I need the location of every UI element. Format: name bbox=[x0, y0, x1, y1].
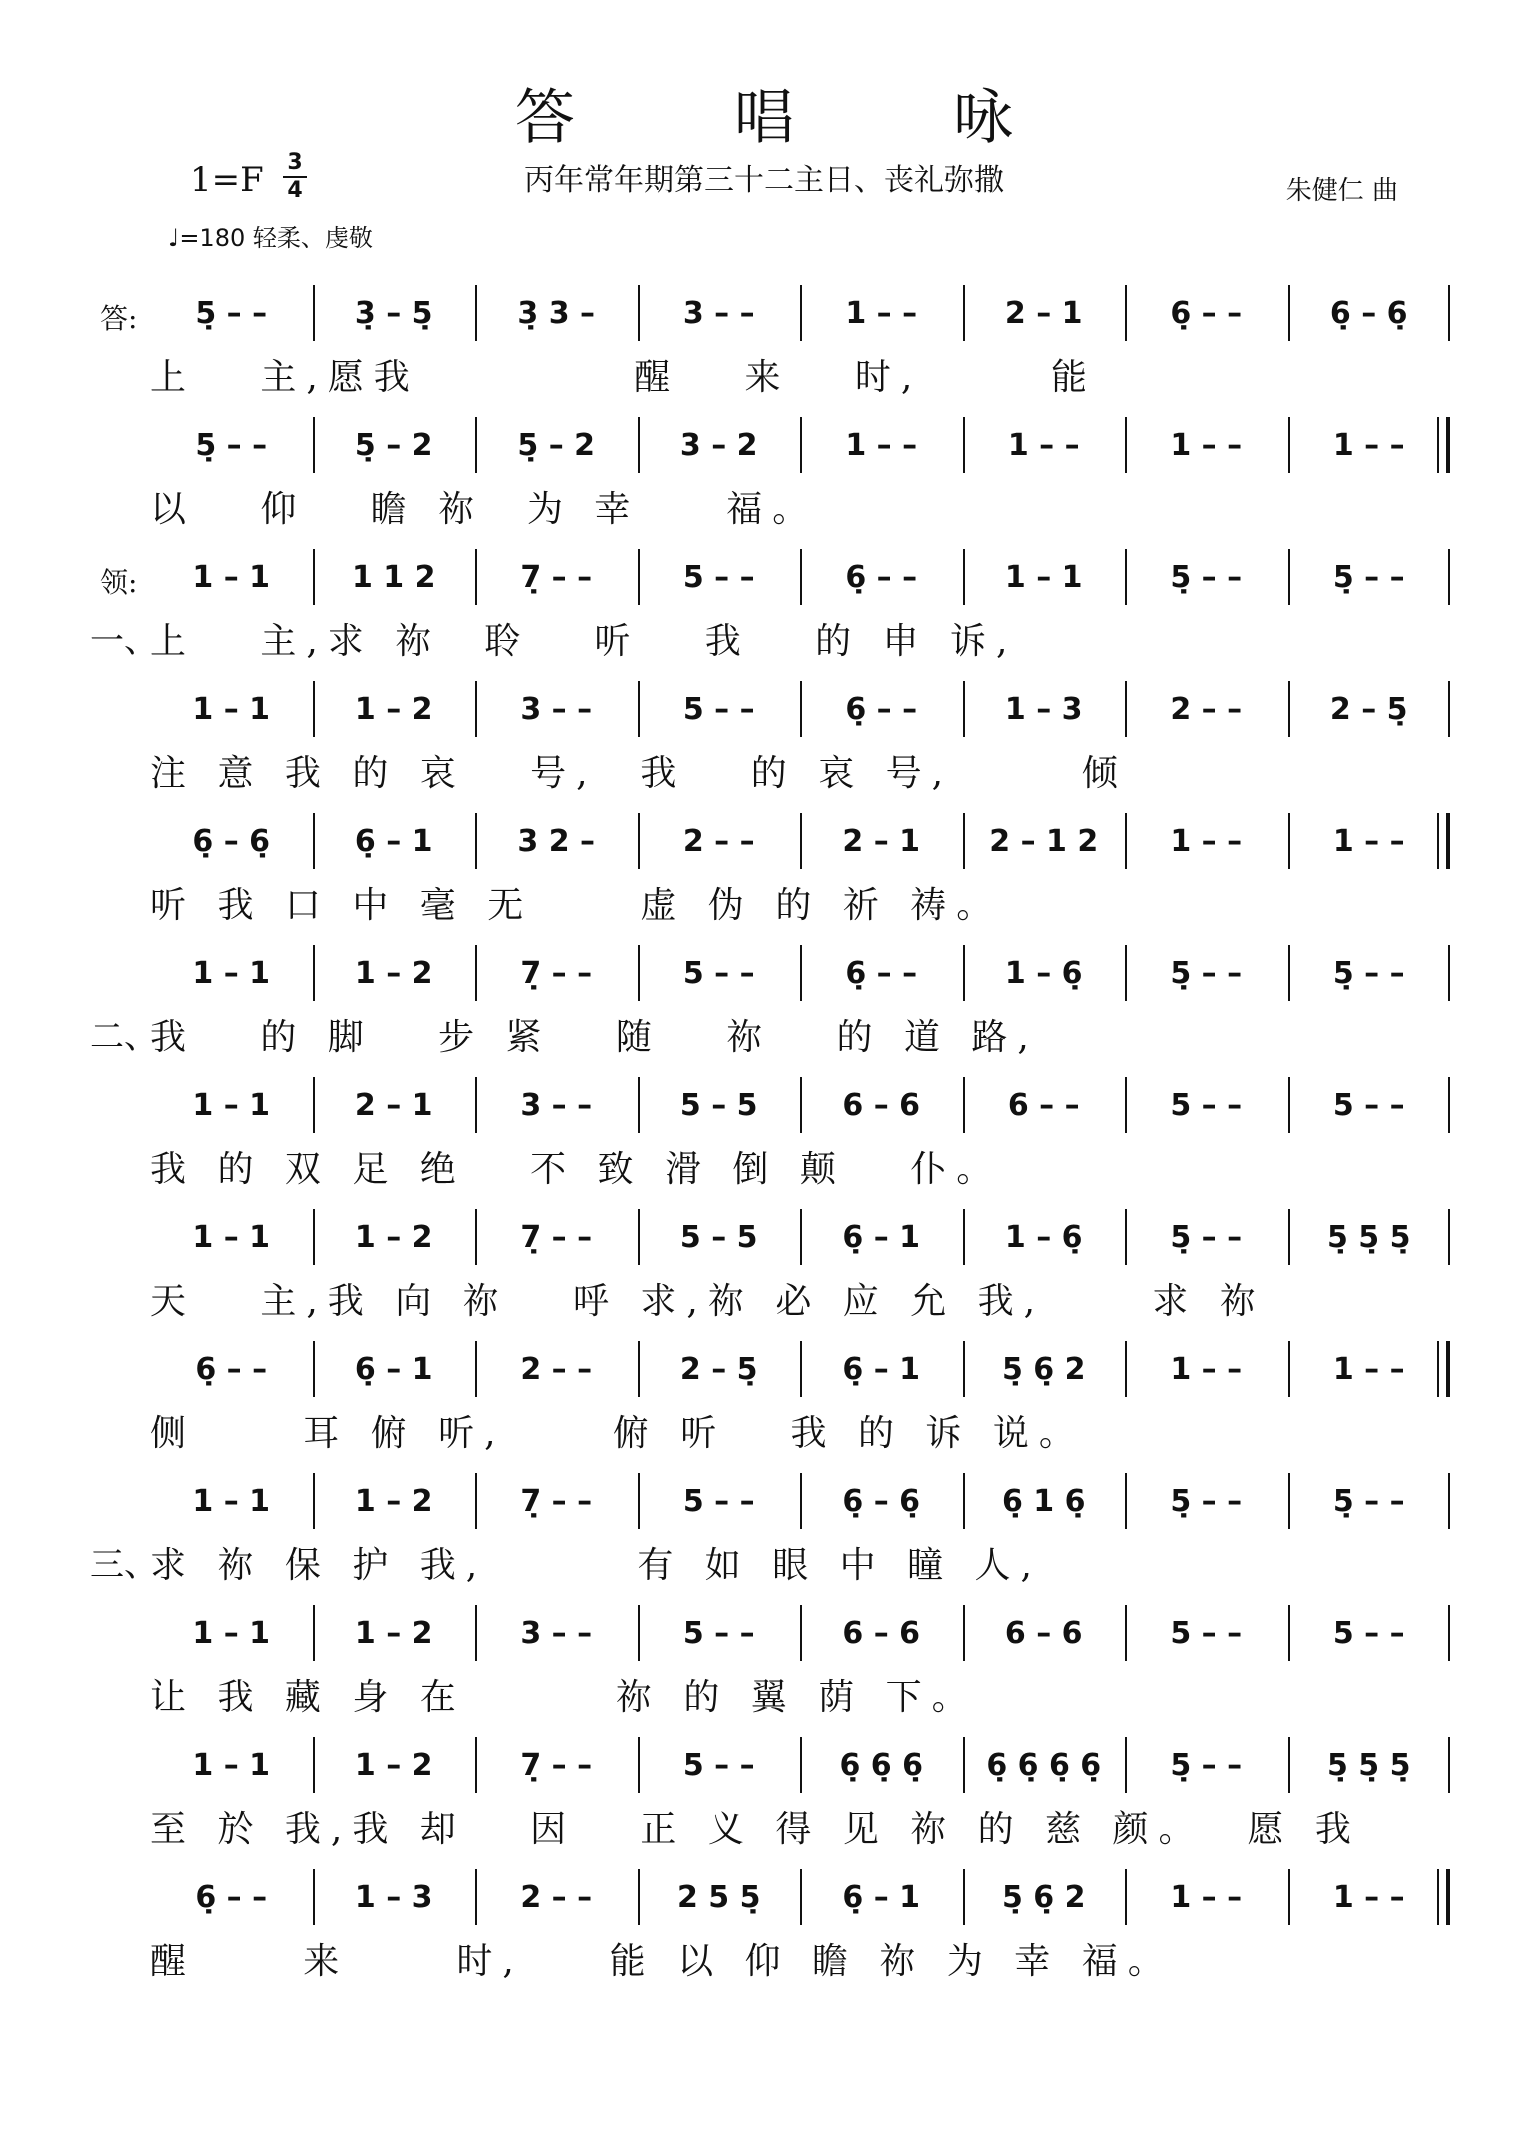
final-barline bbox=[1446, 1869, 1450, 1925]
measure: 2 5 5̣ bbox=[676, 1879, 761, 1915]
measure: 5̣ – – bbox=[1170, 1483, 1243, 1519]
barline bbox=[1448, 1737, 1450, 1793]
measure: 6̣ – 6̣ bbox=[1329, 295, 1408, 331]
barline bbox=[475, 1077, 477, 1133]
barline bbox=[1288, 417, 1290, 473]
measure: 6̣ 1 6̣ bbox=[1001, 1483, 1086, 1519]
measure: 3 2 – bbox=[517, 823, 596, 859]
barline bbox=[638, 1209, 640, 1265]
barline bbox=[1448, 1473, 1450, 1529]
lyric-line: 侧 耳 俯 听, 俯 听 我 的 诉 说。 bbox=[150, 1413, 1085, 1454]
barline bbox=[800, 417, 802, 473]
measure: 2 – – bbox=[520, 1351, 593, 1387]
lyric-line: 注 意 我 的 哀 号, 我 的 哀 号, 倾 bbox=[150, 753, 1128, 794]
measure: 5 – – bbox=[1170, 1087, 1243, 1123]
lyric-line: 醒 来 时, 能 以 仰 瞻 祢 为 幸 福。 bbox=[150, 1941, 1174, 1982]
measure: 5̣ 5̣ 5̣ bbox=[1326, 1219, 1411, 1255]
lyric-line: 天 主,我 向 祢 呼 求,祢 必 应 允 我, 求 祢 bbox=[150, 1281, 1266, 1322]
key-signature: 1=F bbox=[190, 160, 264, 200]
barline bbox=[475, 549, 477, 605]
part-label: 答: bbox=[100, 302, 138, 335]
barline bbox=[800, 1077, 802, 1133]
measure: 5̣ 5̣ 5̣ bbox=[1326, 1747, 1411, 1783]
barline bbox=[638, 681, 640, 737]
barline bbox=[475, 1737, 477, 1793]
measure: 5 – – bbox=[682, 955, 755, 991]
measure: 2 – – bbox=[520, 1879, 593, 1915]
barline bbox=[1125, 813, 1127, 869]
measure: 1 – – bbox=[845, 295, 918, 331]
measure: 1 – – bbox=[1332, 1351, 1405, 1387]
measure: 5̣ – – bbox=[1170, 559, 1243, 595]
time-numerator: 3 bbox=[287, 150, 303, 175]
barline bbox=[475, 285, 477, 341]
tempo-marking: ♩=180 轻柔、虔敬 bbox=[168, 224, 373, 252]
barline bbox=[313, 1605, 315, 1661]
measure: 2 – 5̣ bbox=[1329, 691, 1408, 727]
barline bbox=[313, 1473, 315, 1529]
barline bbox=[1288, 1341, 1290, 1397]
barline bbox=[638, 1341, 640, 1397]
measure: 5 – – bbox=[682, 1615, 755, 1651]
measure: 3 – – bbox=[520, 691, 593, 727]
measure: 1 – – bbox=[1332, 427, 1405, 463]
barline bbox=[963, 1869, 965, 1925]
barline bbox=[1125, 417, 1127, 473]
measure: 2 – 1 bbox=[354, 1087, 433, 1123]
barline bbox=[800, 1605, 802, 1661]
measure: 6̣ – – bbox=[195, 1351, 268, 1387]
measure: 6 – 6 bbox=[1004, 1615, 1083, 1651]
measure: 5̣ – – bbox=[1332, 1483, 1405, 1519]
measure: 5 – – bbox=[1332, 1615, 1405, 1651]
measure: 1 – – bbox=[845, 427, 918, 463]
barline bbox=[313, 285, 315, 341]
time-signature bbox=[283, 152, 307, 202]
barline bbox=[313, 945, 315, 1001]
measure: 2 – 5̣ bbox=[679, 1351, 758, 1387]
barline bbox=[1288, 1077, 1290, 1133]
barline bbox=[800, 945, 802, 1001]
measure: 6̣ – 1 bbox=[842, 1351, 921, 1387]
measure: 1 1 2 bbox=[351, 559, 436, 595]
measure: 1 – 1 bbox=[192, 955, 271, 991]
barline bbox=[638, 1869, 640, 1925]
notation-line bbox=[150, 1605, 1450, 1661]
measure: 6̣ 6̣ 6̣ 6̣ bbox=[986, 1747, 1102, 1783]
barline bbox=[1288, 1605, 1290, 1661]
notation-line bbox=[150, 1077, 1450, 1133]
barline bbox=[1288, 945, 1290, 1001]
barline bbox=[1125, 1869, 1127, 1925]
barline bbox=[1448, 681, 1450, 737]
barline bbox=[638, 1473, 640, 1529]
barline bbox=[313, 549, 315, 605]
barline bbox=[1288, 1737, 1290, 1793]
barline bbox=[313, 681, 315, 737]
measure: 6̣ – 6̣ bbox=[192, 823, 271, 859]
barline bbox=[313, 1737, 315, 1793]
measure: 1 – 2 bbox=[354, 1219, 433, 1255]
notation-line bbox=[150, 813, 1450, 869]
measure: 5̣ – 2 bbox=[517, 427, 596, 463]
measure: 1 – 6̣ bbox=[1004, 955, 1083, 991]
lyric-line: 我 的 脚 步 紧 随 祢 的 道 路, bbox=[150, 1017, 1039, 1058]
barline bbox=[1288, 681, 1290, 737]
barline bbox=[1288, 1869, 1290, 1925]
measure: 5 – – bbox=[682, 691, 755, 727]
notation-line bbox=[150, 945, 1450, 1001]
measure: 1 – 3 bbox=[354, 1879, 433, 1915]
measure: 5 – 5 bbox=[679, 1219, 758, 1255]
barline bbox=[475, 1605, 477, 1661]
measure: 1 – 1 bbox=[1004, 559, 1083, 595]
measure: 1 – – bbox=[1332, 1879, 1405, 1915]
measure: 2 – – bbox=[1170, 691, 1243, 727]
lyric-line: 以 仰 瞻 祢 为 幸 福。 bbox=[150, 489, 819, 530]
lyric-line: 上 主,愿我 醒 来 时, 能 bbox=[150, 357, 1097, 398]
measure: 2 – 1 2 bbox=[989, 823, 1099, 859]
measure: 3 – – bbox=[520, 1615, 593, 1651]
measure: 6 – 6 bbox=[842, 1615, 921, 1651]
measure: 7̣ – – bbox=[520, 1483, 593, 1519]
barline bbox=[1125, 945, 1127, 1001]
notation-line bbox=[150, 1209, 1450, 1265]
measure: 1 – 2 bbox=[354, 1747, 433, 1783]
barline bbox=[475, 417, 477, 473]
barline bbox=[800, 1869, 802, 1925]
barline bbox=[963, 417, 965, 473]
barline bbox=[638, 945, 640, 1001]
measure: 5̣ – – bbox=[195, 427, 268, 463]
barline bbox=[313, 1869, 315, 1925]
final-barline bbox=[1446, 417, 1450, 473]
barline bbox=[1288, 1473, 1290, 1529]
measure: 7̣ – – bbox=[520, 559, 593, 595]
measure: 6̣ – – bbox=[845, 955, 918, 991]
measure: 3 – 2 bbox=[679, 427, 758, 463]
verse-number: 二、 bbox=[90, 1017, 158, 1057]
barline bbox=[475, 1869, 477, 1925]
measure: 5̣ – – bbox=[1170, 1219, 1243, 1255]
notation-line bbox=[150, 1341, 1450, 1397]
notation-line bbox=[150, 1473, 1450, 1529]
time-denominator: 4 bbox=[287, 178, 303, 203]
lyric-line: 求 祢 保 护 我, 有 如 眼 中 瞳 人, bbox=[150, 1545, 1042, 1586]
barline bbox=[963, 1605, 965, 1661]
barline bbox=[1125, 681, 1127, 737]
barline bbox=[963, 813, 965, 869]
barline bbox=[800, 549, 802, 605]
barline bbox=[313, 1209, 315, 1265]
barline bbox=[1125, 1605, 1127, 1661]
measure: 1 – 1 bbox=[192, 1483, 271, 1519]
measure: 6 – 6 bbox=[842, 1087, 921, 1123]
notation-line bbox=[150, 285, 1450, 341]
barline bbox=[800, 1473, 802, 1529]
measure: 5̣ – – bbox=[1170, 955, 1243, 991]
measure: 5 – – bbox=[1332, 1087, 1405, 1123]
measure: 6̣ – 1 bbox=[842, 1219, 921, 1255]
barline bbox=[475, 1341, 477, 1397]
notation-line bbox=[150, 417, 1450, 473]
barline bbox=[1125, 1209, 1127, 1265]
barline bbox=[1448, 945, 1450, 1001]
barline bbox=[475, 1473, 477, 1529]
measure: 1 – – bbox=[1332, 823, 1405, 859]
measure: 2 – – bbox=[682, 823, 755, 859]
barline bbox=[1448, 1209, 1450, 1265]
measure: 1 – 2 bbox=[354, 1615, 433, 1651]
notation-line bbox=[150, 1737, 1450, 1793]
part-label: 领: bbox=[100, 566, 138, 599]
measure: 7̣ – – bbox=[520, 955, 593, 991]
measure: 5 – – bbox=[682, 1483, 755, 1519]
measure: 2 – 1 bbox=[1004, 295, 1083, 331]
barline bbox=[313, 417, 315, 473]
barline bbox=[1448, 549, 1450, 605]
composer-credit: 朱健仁 曲 bbox=[1285, 176, 1398, 206]
barline bbox=[800, 1737, 802, 1793]
measure: 6̣ 6̣ 6̣ bbox=[839, 1747, 923, 1783]
song-title: 答 唱 咏 bbox=[514, 83, 1084, 153]
barline bbox=[1125, 1341, 1127, 1397]
notation-line bbox=[150, 681, 1450, 737]
barline bbox=[800, 681, 802, 737]
measure: 2 – 1 bbox=[842, 823, 921, 859]
measure: 1 – – bbox=[1170, 1351, 1243, 1387]
measure: 3 – – bbox=[682, 295, 755, 331]
measure: 3 – – bbox=[520, 1087, 593, 1123]
barline bbox=[1448, 285, 1450, 341]
measure: 1 – – bbox=[1170, 427, 1243, 463]
barline bbox=[963, 681, 965, 737]
measure: 5̣ – – bbox=[195, 295, 268, 331]
measure: 1 – – bbox=[1007, 427, 1080, 463]
barline bbox=[963, 1737, 965, 1793]
measure: 5 – – bbox=[682, 1747, 755, 1783]
song-subtitle: 丙年常年期第三十二主日、丧礼弥撒 bbox=[524, 163, 1004, 198]
barline bbox=[1448, 1605, 1450, 1661]
barline bbox=[963, 945, 965, 1001]
lyric-line: 听 我 口 中 毫 无 虚 伪 的 祈 祷。 bbox=[150, 885, 1003, 926]
measure: 5 – – bbox=[682, 559, 755, 595]
barline bbox=[1125, 1473, 1127, 1529]
barline bbox=[475, 681, 477, 737]
verse-number: 一、 bbox=[90, 621, 158, 661]
measure: 5̣ 6̣ 2 bbox=[1001, 1879, 1086, 1915]
barline bbox=[963, 1473, 965, 1529]
measure: 6̣ – 1 bbox=[354, 823, 433, 859]
notation-line bbox=[150, 1869, 1450, 1925]
measure: 6̣ – 1 bbox=[354, 1351, 433, 1387]
barline bbox=[800, 285, 802, 341]
barline bbox=[313, 813, 315, 869]
measure: 1 – 2 bbox=[354, 691, 433, 727]
measure: 5̣ 6̣ 2 bbox=[1001, 1351, 1086, 1387]
measure: 6̣ – – bbox=[845, 691, 918, 727]
barline bbox=[963, 1077, 965, 1133]
measure: 1 – 1 bbox=[192, 1747, 271, 1783]
measure: 1 – – bbox=[1170, 1879, 1243, 1915]
measure: 1 – – bbox=[1170, 823, 1243, 859]
barline bbox=[1125, 1737, 1127, 1793]
barline bbox=[800, 1341, 802, 1397]
measure: 1 – 1 bbox=[192, 691, 271, 727]
barline bbox=[963, 549, 965, 605]
lyric-line: 至 於 我,我 却 因 正 义 得 见 祢 的 慈 颜。 愿 我 bbox=[150, 1809, 1361, 1850]
barline bbox=[1125, 549, 1127, 605]
measure: 7̣ – – bbox=[520, 1219, 593, 1255]
measure: 5̣ – – bbox=[1332, 955, 1405, 991]
barline bbox=[1288, 285, 1290, 341]
notation-line bbox=[150, 549, 1450, 605]
final-barline bbox=[1446, 813, 1450, 869]
measure: 5̣ – 2 bbox=[354, 427, 433, 463]
lyric-line: 我 的 双 足 绝 不 致 滑 倒 颠 仆。 bbox=[150, 1149, 1003, 1190]
measure: 1 – 6̣ bbox=[1004, 1219, 1083, 1255]
barline bbox=[313, 1341, 315, 1397]
barline bbox=[638, 1077, 640, 1133]
measure: 1 – 1 bbox=[192, 559, 271, 595]
measure: 5 – – bbox=[1170, 1615, 1243, 1651]
measure: 7̣ – – bbox=[520, 1747, 593, 1783]
barline bbox=[475, 945, 477, 1001]
measure: 5̣ – – bbox=[1332, 559, 1405, 595]
measure: 6 – – bbox=[1007, 1087, 1080, 1123]
measure: 1 – 1 bbox=[192, 1219, 271, 1255]
measure: 6̣ – – bbox=[195, 1879, 268, 1915]
barline bbox=[1125, 285, 1127, 341]
barline bbox=[638, 1737, 640, 1793]
barline bbox=[800, 1209, 802, 1265]
barline bbox=[963, 285, 965, 341]
barline bbox=[1125, 1077, 1127, 1133]
barline bbox=[638, 813, 640, 869]
barline bbox=[963, 1341, 965, 1397]
measure: 6̣ – 6̣ bbox=[842, 1483, 921, 1519]
barline bbox=[1288, 813, 1290, 869]
barline bbox=[1288, 549, 1290, 605]
barline bbox=[638, 549, 640, 605]
measure: 1 – 1 bbox=[192, 1087, 271, 1123]
measure: 3̣ – 5̣ bbox=[354, 295, 433, 331]
measure: 1 – 2 bbox=[354, 1483, 433, 1519]
final-barline bbox=[1446, 1341, 1450, 1397]
measure: 1 – 3 bbox=[1004, 691, 1083, 727]
barline bbox=[1288, 1209, 1290, 1265]
measure: 6̣ – – bbox=[845, 559, 918, 595]
barline bbox=[963, 1209, 965, 1265]
measure: 6̣ – – bbox=[1170, 295, 1243, 331]
measure: 1 – 1 bbox=[192, 1615, 271, 1651]
measure: 5 – 5 bbox=[679, 1087, 758, 1123]
barline bbox=[313, 1077, 315, 1133]
measure: 5̣ – – bbox=[1170, 1747, 1243, 1783]
barline bbox=[1448, 1077, 1450, 1133]
measure: 6̣ – 1 bbox=[842, 1879, 921, 1915]
lyric-line: 让 我 藏 身 在 祢 的 翼 荫 下。 bbox=[150, 1677, 978, 1718]
barline bbox=[638, 417, 640, 473]
measure: 1 – 2 bbox=[354, 955, 433, 991]
verse-number: 三、 bbox=[90, 1545, 158, 1585]
barline bbox=[475, 1209, 477, 1265]
barline bbox=[638, 1605, 640, 1661]
barline bbox=[475, 813, 477, 869]
measure: 3̣ 3 – bbox=[517, 295, 596, 331]
barline bbox=[638, 285, 640, 341]
barline bbox=[800, 813, 802, 869]
lyric-line: 上 主,求 祢 聆 听 我 的 申 诉, bbox=[150, 621, 1018, 662]
